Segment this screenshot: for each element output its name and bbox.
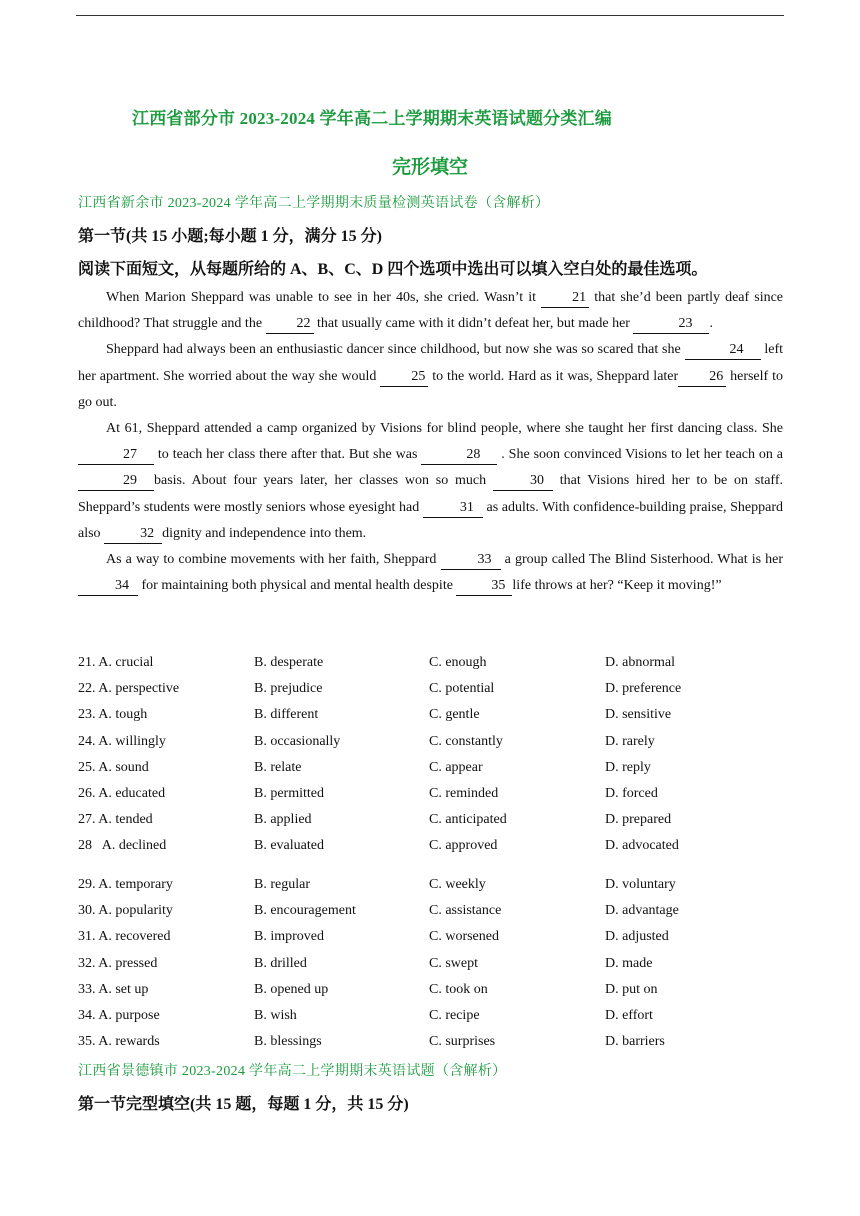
option-b: B. permitted (254, 785, 324, 801)
option-a: 23. A. tough (78, 707, 148, 723)
blank-22: 22 (266, 315, 314, 334)
option-c: C. recipe (429, 1007, 480, 1023)
section-heading: 第一节(共 15 小题;每小题 1 分，满分 15 分) (78, 228, 382, 245)
passage-text: basis. About four years later, her classes won so much (154, 473, 487, 489)
option-b: B. encouragement (254, 903, 356, 919)
option-row-34 (78, 1003, 783, 1029)
options-list-29-35 (78, 872, 783, 1055)
option-a: 31. A. recovered (78, 929, 171, 945)
option-b: B. improved (254, 929, 324, 945)
option-row-27 (78, 807, 783, 833)
passage-text: At 61, Sheppard attended a camp organized by Visions for blind people, where she taught her first dancing class. She (106, 421, 783, 437)
option-b: B. prejudice (254, 681, 323, 697)
option-c: C. took on (429, 981, 488, 997)
option-b: B. evaluated (254, 838, 324, 854)
passage-text: that usually came with it didn’t defeat her, but made her (317, 316, 630, 332)
passage-text: a group called The Blind Sisterhood. What is her (504, 552, 784, 568)
option-row-33 (78, 977, 783, 1003)
option-b: B. desperate (254, 655, 324, 670)
option-a: 33. A. set up (78, 981, 149, 997)
blank-33: 33 (441, 551, 501, 570)
blank-23: 23 (633, 315, 709, 334)
option-b: B. regular (254, 877, 310, 892)
source-title-jingdezhen: 江西省景德镇市 2023-2024 学年高二上学期期末英语试题（含解析） (78, 1064, 507, 1079)
header-rule (76, 15, 784, 16)
option-b: B. relate (254, 759, 302, 775)
blank-24: 24 (685, 341, 761, 360)
passage-text: that she’d been partly deaf since childhood? That struggle and the (78, 290, 784, 332)
passage-text: as adults. With confidence-building praise, Sheppard also (78, 499, 784, 541)
passage-paragraph-2 (78, 337, 783, 416)
option-b: B. applied (254, 812, 312, 828)
passage-text: for maintaining both physical and mental health despite (141, 578, 453, 594)
option-d: D. made (605, 955, 653, 971)
option-c: C. assistance (429, 903, 502, 919)
source-title-xinyu: 江西省新余市 2023-2024 学年高二上学期期末质量检测英语试卷（含解析） (78, 196, 550, 211)
passage-text: to teach her class there after that. But she was (157, 447, 418, 463)
option-c: C. enough (429, 655, 487, 670)
blank-31: 31 (423, 499, 483, 518)
option-d: D. adjusted (605, 929, 669, 945)
option-d: D. prepared (605, 812, 672, 828)
option-row-22 (78, 676, 783, 702)
option-d: D. forced (605, 785, 658, 801)
option-row-32 (78, 951, 783, 977)
passage-text: Sheppard had always been an enthusiastic dancer since childhood, but now she was so scared that she (106, 342, 681, 358)
passage-text: . (709, 316, 713, 332)
blank-29: 29 (78, 472, 154, 491)
option-c: C. constantly (429, 733, 503, 749)
option-b: B. wish (254, 1007, 297, 1023)
passage-text: left her apartment. She worried about the way she would (78, 342, 784, 384)
passage-text: that Visions hired her to be on staff. Sheppard’s students were mostly seniors whose eyesight had (78, 473, 783, 515)
option-row-29 (78, 872, 783, 898)
option-c: C. gentle (429, 707, 480, 723)
option-c: C. surprises (429, 1034, 496, 1050)
cloze-passage (78, 285, 783, 599)
blank-21: 21 (541, 289, 589, 308)
option-a: 32. A. pressed (78, 955, 158, 971)
passage-text: As a way to combine movements with her faith, Sheppard (106, 552, 437, 568)
option-row-25 (78, 755, 783, 781)
section-title: 完形填空 (391, 157, 468, 178)
option-a: 30. A. popularity (78, 903, 173, 919)
option-d: D. rarely (605, 733, 655, 749)
option-c: C. reminded (429, 785, 499, 801)
option-row-31 (78, 924, 783, 950)
passage-paragraph-3 (78, 416, 783, 547)
option-c: C. appear (429, 759, 483, 775)
option-d: D. preference (605, 681, 682, 697)
passage-paragraph-4 (78, 547, 783, 599)
option-d: D. sensitive (605, 707, 672, 723)
option-d: D. voluntary (605, 877, 676, 892)
option-row-30 (78, 898, 783, 924)
option-a: 21. A. crucial (78, 655, 154, 670)
option-a: 25. A. sound (78, 759, 149, 775)
blank-34: 34 (78, 577, 138, 596)
option-d: D. abnormal (605, 655, 675, 670)
option-c: C. potential (429, 681, 495, 697)
option-a: 26. A. educated (78, 785, 166, 801)
blank-27: 27 (78, 446, 154, 465)
option-row-23 (78, 702, 783, 728)
section-heading-2: 第一节完型填空(共 15 题，每题 1 分，共 15 分) (78, 1096, 409, 1113)
option-b: B. blessings (254, 1034, 322, 1050)
option-a: 34. A. purpose (78, 1007, 160, 1023)
option-a: 35. A. rewards (78, 1034, 160, 1050)
blank-26: 26 (678, 368, 726, 387)
document-title: 江西省部分市 2023-2024 学年高二上学期期末英语试题分类汇编 (132, 109, 612, 128)
option-c: C. worsened (429, 929, 499, 945)
option-b: B. drilled (254, 955, 307, 971)
blank-32: 32 (104, 525, 162, 544)
option-a: 27. A. tended (78, 812, 153, 828)
option-d: D. reply (605, 759, 651, 775)
option-c: C. swept (429, 955, 478, 971)
passage-text: When Marion Sheppard was unable to see in her 40s, she cried. Wasn’t it (106, 290, 537, 305)
option-a: 22. A. perspective (78, 681, 180, 697)
blank-30: 30 (493, 472, 553, 491)
option-d: D. put on (605, 981, 658, 997)
option-b: B. occasionally (254, 733, 341, 749)
option-c: C. approved (429, 838, 498, 854)
option-row-26 (78, 781, 783, 807)
option-d: D. advantage (605, 903, 679, 919)
passage-paragraph-1 (78, 285, 783, 337)
blank-28: 28 (421, 446, 497, 465)
option-b: B. opened up (254, 981, 329, 997)
passage-text: life throws at her? “Keep it moving!” (512, 578, 722, 594)
option-a: 24. A. willingly (78, 733, 166, 749)
option-row-35 (78, 1029, 783, 1055)
blank-25: 25 (380, 368, 428, 387)
option-row-24 (78, 729, 783, 755)
option-b: B. different (254, 707, 319, 723)
passage-text: dignity and independence into them. (162, 525, 367, 541)
passage-text: herself to go out. (78, 368, 784, 410)
option-a: 29. A. temporary (78, 877, 173, 892)
option-a: 28 A. declined (78, 838, 167, 854)
option-d: D. barriers (605, 1034, 665, 1050)
option-row-21 (78, 650, 783, 676)
blank-35: 35 (456, 577, 512, 596)
option-c: C. weekly (429, 877, 486, 892)
option-d: D. effort (605, 1007, 653, 1023)
instructions: 阅读下面短文，从每题所给的 A、B、C、D 四个选项中选出可以填入空白处的最佳选项。 (78, 261, 708, 278)
option-c: C. anticipated (429, 812, 507, 828)
passage-text: . She soon convinced Visions to let her teach on a (501, 447, 784, 463)
passage-text: to the world. Hard as it was, Sheppard later (432, 368, 679, 384)
options-list-21-28 (78, 650, 783, 860)
option-row-28 (78, 833, 783, 859)
option-d: D. advocated (605, 838, 679, 854)
